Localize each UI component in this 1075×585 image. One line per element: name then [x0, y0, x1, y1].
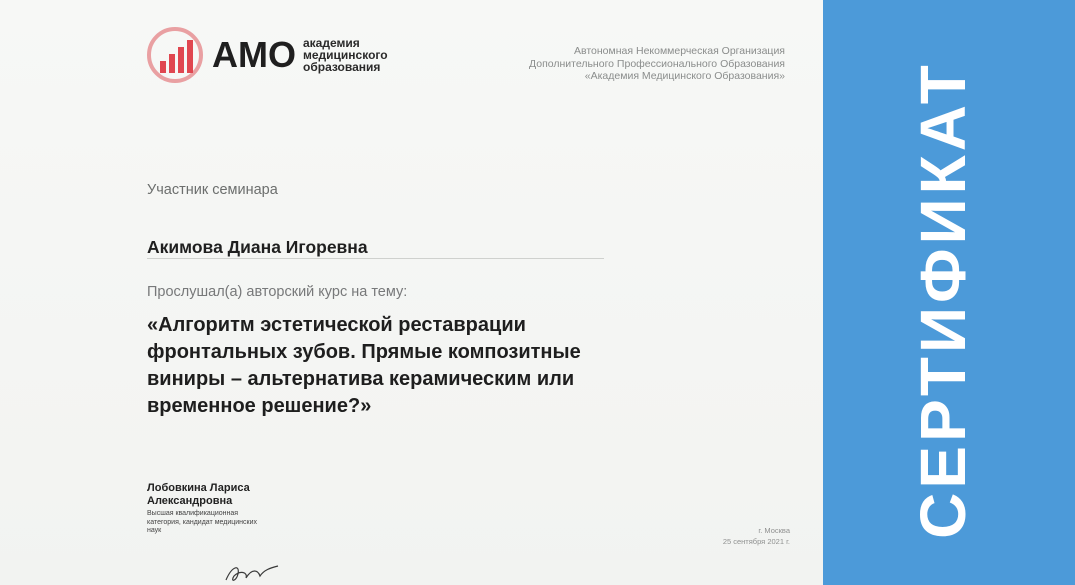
course-title-line: «Алгоритм эстетической реставрации — [147, 314, 526, 336]
signer-title-line: наук — [147, 527, 162, 534]
logo-line: медицинского — [303, 48, 388, 62]
city: г. Москва — [758, 526, 790, 535]
organization-line: Дополнительного Профессионального Образования — [529, 57, 785, 70]
certificate-label: СЕРТИФИКАТ — [907, 61, 979, 539]
name-underline — [147, 258, 604, 259]
bar-chart-circle-icon — [146, 26, 204, 84]
logo-line: академия — [303, 36, 360, 50]
signer-title — [147, 510, 297, 536]
organization-line: Автономная Некоммерческая Организация — [574, 45, 785, 57]
signer-name — [147, 482, 297, 508]
logo-abbreviation: АМО — [212, 34, 296, 75]
course-intro: Прослушал(а) авторский курс на тему: — [147, 284, 408, 300]
organization-line: «Академия Медицинского Образования» — [584, 70, 785, 82]
signer-title-line: Высшая квалификационная — [147, 510, 239, 517]
course-title-line: временное решение?» — [147, 395, 372, 417]
signer-name-line: Александровна — [147, 495, 233, 507]
signer-title-line: категория, кандидат медицинских — [147, 518, 258, 526]
handwritten-signature — [222, 560, 282, 585]
signer-name-line: Лобовкина Лариса — [147, 482, 250, 494]
date: 25 сентября 2021 г. — [722, 537, 790, 546]
participant-role: Участник семинара — [147, 182, 278, 198]
signer-block — [147, 482, 297, 536]
logo — [146, 26, 388, 84]
course-title-line: виниры – альтернатива керамическим или — [147, 368, 575, 390]
course-title-line: фронтальных зубов. Прямые композитные — [147, 341, 581, 363]
organization-name — [480, 45, 785, 83]
logo-line: образования — [303, 60, 381, 74]
place-and-date — [640, 525, 790, 547]
course-title — [147, 312, 617, 420]
recipient-name: Акимова Диана Игоревна — [147, 237, 368, 257]
logo-full-name — [303, 37, 388, 73]
